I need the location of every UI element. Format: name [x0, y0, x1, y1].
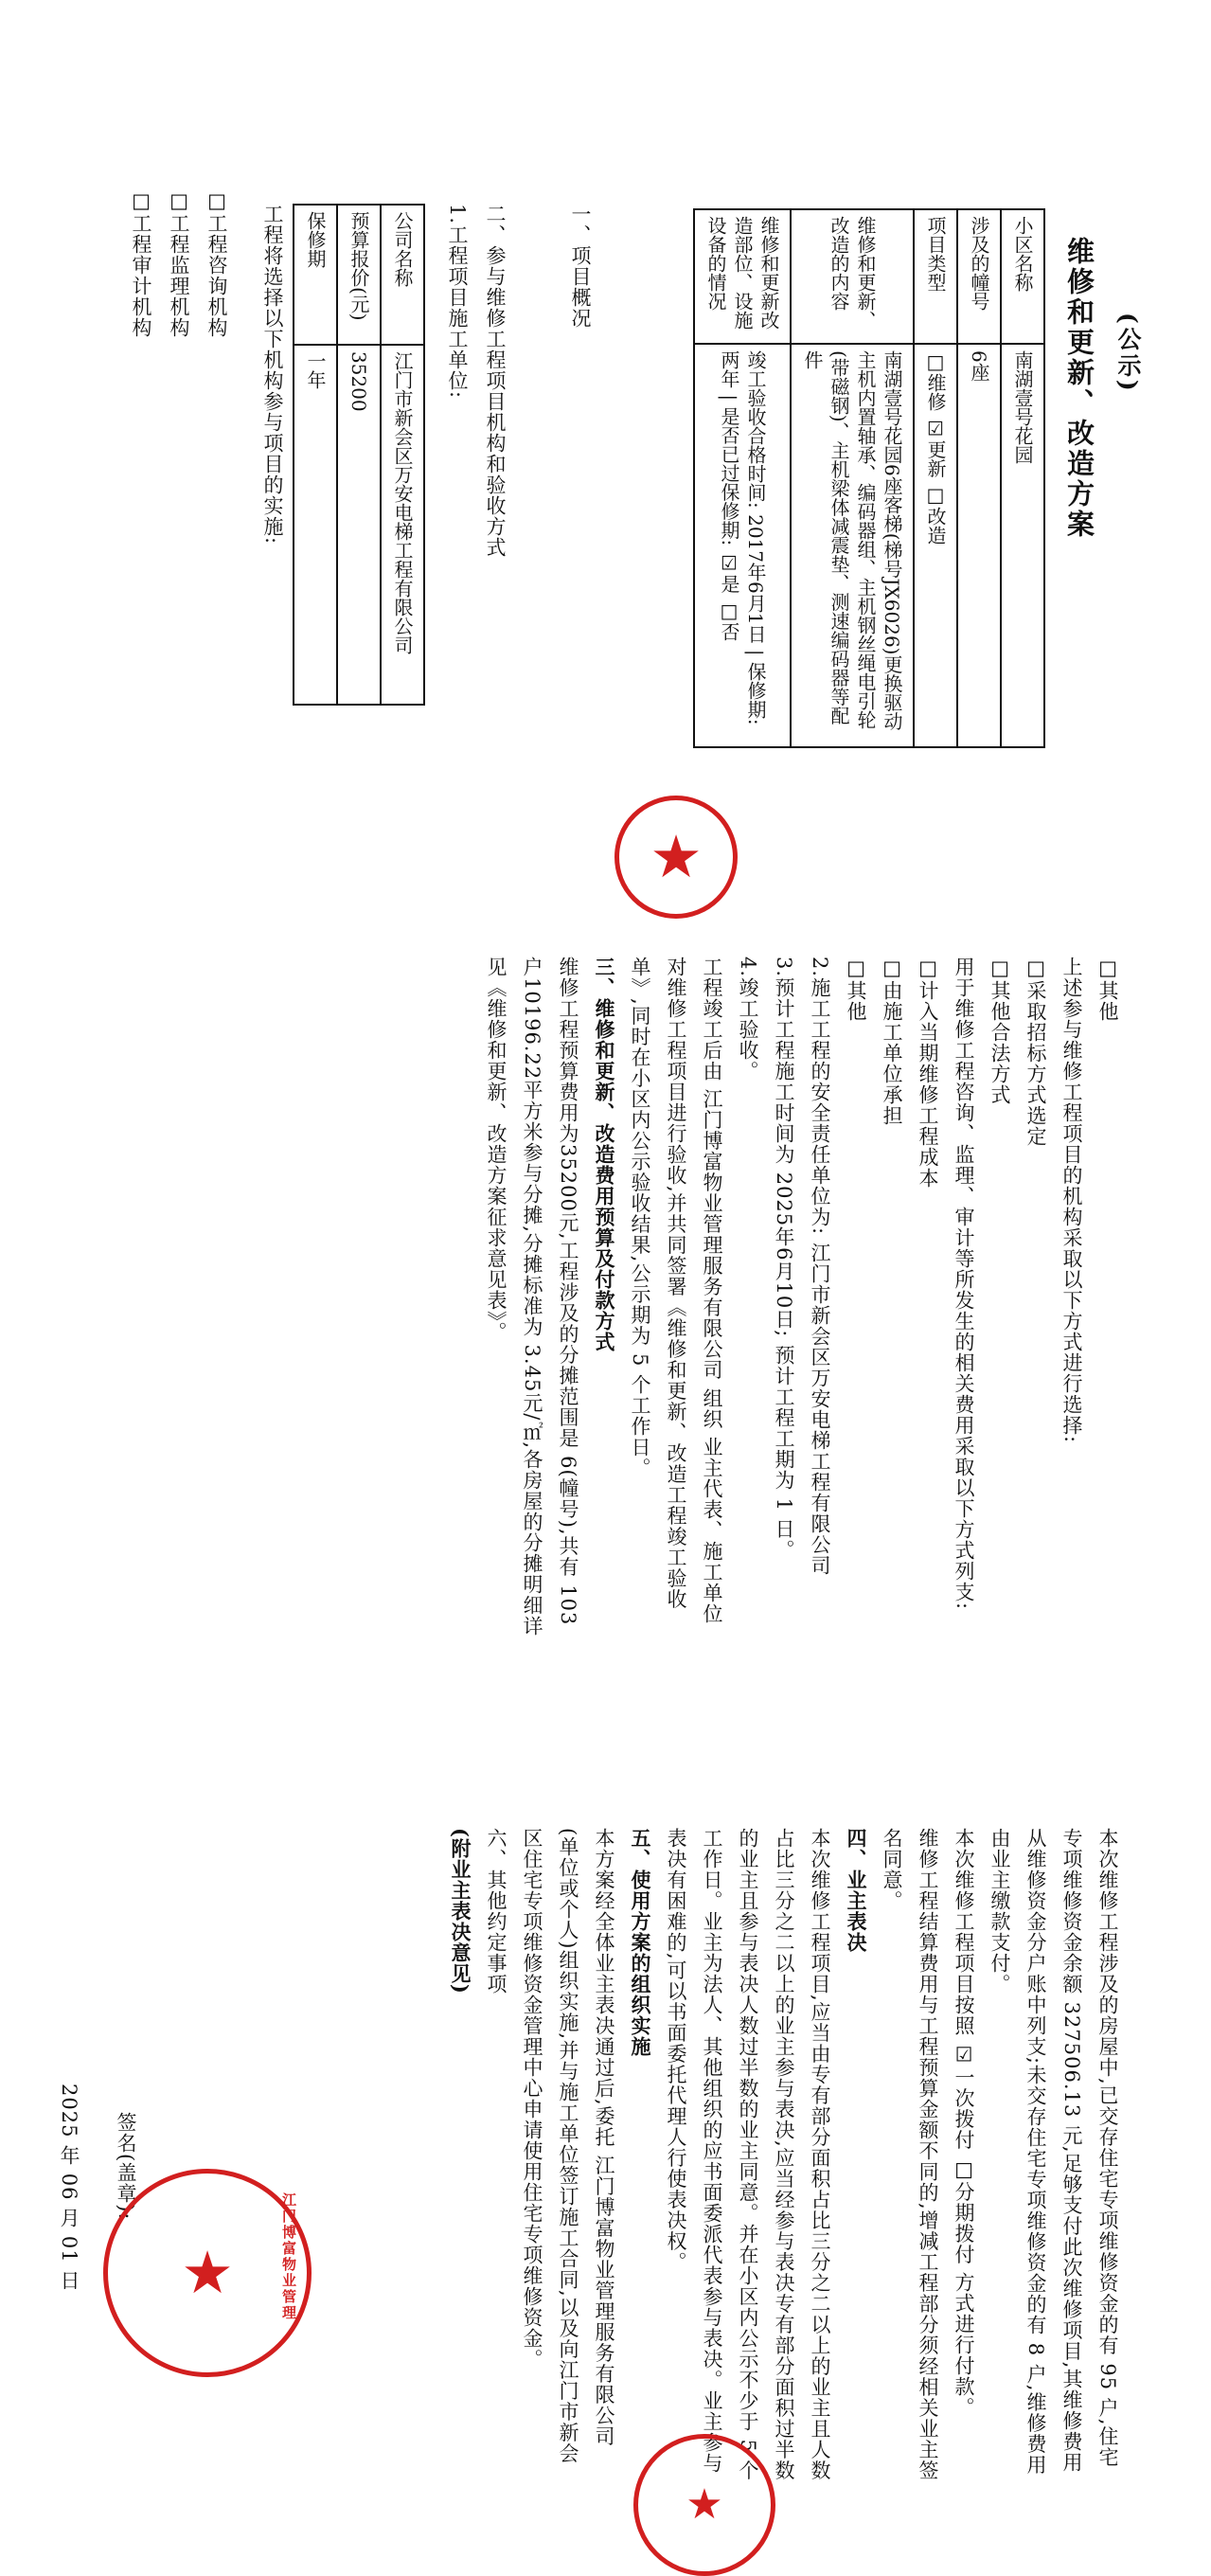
company-stamp — [103, 2169, 312, 2377]
text-line: 工程竣工后由 江门博富物业管理服务有限公司 组织 业主代表、施工单位对维修工程项目进行验收,并共同签署《维修和更新、改造工程竣工验收单》,同时在小区内公示验收结果,公示期为 5 个工作日。 — [629, 957, 723, 1625]
cell-label: 小区名称 — [1001, 209, 1044, 344]
text-line: 本次维修工程项目,应当由专有部分面积占比三分之二以上的业主且人数占比三分之二以上的业主参与表决,应当经参与表决专有部分面积过半数的业主且参与表决人数过半数的业主同意。并在小区内公示不少于 5 个工作日。业主为法人、其他组织的应书面委派代表参与表决。业主参与表决有困难的,可以书面委托代理人行使表决权。 — [665, 1828, 831, 2481]
project-table — [693, 208, 1045, 748]
text-line: □其他合法方式 — [988, 957, 1011, 1105]
header-company: 公司名称 — [381, 205, 424, 345]
text-line: 上述参与维修工程项目的机构采取以下方式进行选择: — [1060, 957, 1083, 1444]
cell-label: 维修和更新改造部位、设施设备的情况 — [694, 209, 791, 344]
cell-warranty: 一年 — [294, 345, 337, 705]
sign-date — [54, 2084, 84, 2291]
text-line: 本次维修工程涉及的房屋中,已交存住宅专项维修资金的有 95 户,住宅专项维修资金余额 327506.13 元,足够支付此次维修项目,其维修费用从维修资金分户账中列支;未交存住宅专项维修资金的有 8 户,维修费用由业主缴款支付。 — [988, 1828, 1119, 2476]
list-item: □工程监理机构 — [168, 189, 190, 338]
date-text: 2025 年 06 月 01 日 — [58, 2084, 80, 2292]
page-3 — [0, 1705, 1211, 2533]
sub-1: 1.工程项目施工单位: — [446, 204, 469, 400]
text-line: 本方案经全体业主表决通过后,委托 江门博富物业管理服务有限公司 (单位或个人)组织实施,并与施工单位签订施工合同,以及向江门市新会区住宅专项维修资金管理中心申请使用住宅专项维修资金。 — [521, 1828, 615, 2464]
section-1-heading: 一、项目概况 — [569, 204, 592, 329]
text-line: 用于维修工程咨询、监理、审计等所发生的相关费用采取以下方式列支: — [953, 957, 975, 1611]
doc-title — [1060, 237, 1099, 540]
company-stamp-edge — [633, 2434, 775, 2576]
text-line: 3.预计工程施工时间为 2025年6月10日; 预计工程工期为 1 日。 — [773, 957, 795, 1561]
text-line: 本次维修工程项目按照 ☑一次拨付 □分期拨付 方式进行付款。 — [953, 1828, 975, 2419]
cell-value: 竣工验收合格时间: 2017年6月1日 | 保修期: 两年 | 是否已过保修期: ☑是 □否 — [694, 344, 791, 747]
company-table — [293, 204, 425, 706]
text-line: 维修工程预算费用为35200元,工程涉及的分摊范围是 6(幢号),共有 103 户10196.22平方米参与分摊,分摊标准为 3.45元/㎡,各房屋的分摊明细详见《维修和更新、改造方案征求意见表》。 — [485, 957, 579, 1637]
section-2-heading: 二、参与维修工程项目机构和验收方式 — [484, 204, 507, 558]
text-line: 三、维修和更新、改造费用预算及付款方式 — [593, 957, 616, 1352]
stamp-text: 江门博富物业管理 — [280, 2192, 297, 2321]
title-main: 维修和更新、改造方案 — [1063, 237, 1095, 540]
star-icon: ★ — [181, 2238, 234, 2307]
text-line: □其他 — [845, 957, 867, 1022]
text-line: 4.竣工验收。 — [737, 957, 759, 1082]
table-row — [337, 205, 381, 705]
list-item: □工程咨询机构 — [205, 189, 228, 338]
text-line: □采取招标方式选定 — [1024, 957, 1047, 1147]
text-line: (附业主表决意见) — [449, 1828, 472, 1995]
cell-company: 江门市新会区万安电梯工程有限公司 — [381, 345, 424, 705]
cell-label: 项目类型 — [914, 209, 957, 344]
sign-label: 签名(盖章): — [115, 2112, 137, 2221]
page-1 — [0, 0, 1211, 891]
table-row — [694, 209, 791, 747]
title-sub: (公示) — [1114, 313, 1142, 394]
table-row — [381, 205, 424, 705]
page-2 — [0, 890, 1211, 1667]
cell-budget: 35200 — [337, 345, 381, 705]
text-line: 维修工程结算费用与工程预算金额不同的,增减工程部分须经相关业主签名同意。 — [881, 1828, 939, 2481]
agency-list — [122, 189, 236, 338]
note: 工程将选择以下机构参与项目的实施: — [261, 204, 284, 546]
cell-value: 南湖壹号花园 — [1001, 344, 1044, 747]
text-line: 四、业主表决 — [845, 1828, 868, 1953]
header-budget: 预算报价(元) — [337, 205, 381, 345]
star-icon: ★ — [686, 2480, 723, 2529]
page-3-body — [442, 1828, 1126, 2481]
table-row — [294, 205, 337, 705]
text-line: □计入当期维修工程成本 — [917, 957, 939, 1189]
doc-subtitle — [1111, 313, 1145, 394]
cell-label: 维修和更新、改造的内容 — [791, 209, 914, 344]
list-item: □工程审计机构 — [130, 189, 152, 338]
text-line: □其他 — [1096, 957, 1119, 1022]
star-icon: ★ — [650, 822, 703, 891]
table-row — [957, 209, 1001, 747]
table-row — [1001, 209, 1044, 747]
text-line: □由施工单位承担 — [881, 957, 903, 1126]
page-2-body — [478, 957, 1126, 1638]
cell-label: 涉及的幢号 — [957, 209, 1001, 344]
text-line: 五、使用方案的组织实施 — [629, 1828, 652, 2057]
cell-value: 6座 — [957, 344, 1001, 747]
header-warranty: 保修期 — [294, 205, 337, 345]
text-line: 2.施工工程的安全责任单位为: 江门市新会区万安电梯工程有限公司 — [809, 957, 831, 1576]
table-row — [791, 209, 914, 747]
text-line: 六、其他约定事项 — [485, 1828, 508, 1995]
table-row — [914, 209, 957, 747]
cell-value: □维修 ☑更新 □改造 — [914, 344, 957, 747]
cell-value: 南湖壹号花园6座客梯(梯号JX6026)更换驱动主机内置轴承、编码器组、主机钢丝绳电引轮(带磁钢)、主机梁体减震垫、测速编码器等配件 — [791, 344, 914, 747]
